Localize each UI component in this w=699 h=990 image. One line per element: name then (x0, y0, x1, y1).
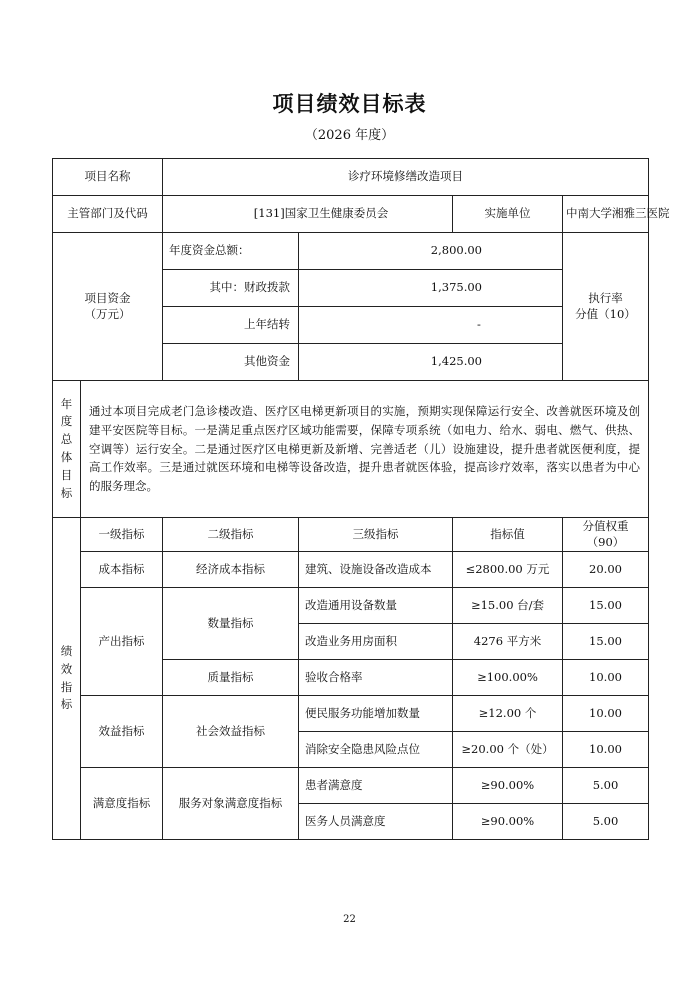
indicator-name: 便民服务功能增加数量 (299, 696, 453, 732)
header-weight (563, 518, 649, 552)
page-subtitle-year: （2026 年度） (304, 128, 395, 143)
cost-level2: 经济成本指标 (163, 552, 299, 588)
indicator-weight: 10.00 (563, 732, 649, 768)
header-level1: 一级指标 (81, 518, 163, 552)
funds-row-label: 上年结转 (163, 307, 299, 344)
indicator-value: ≥12.00 个 (453, 696, 563, 732)
header-weight-line1: 分值权重 (582, 518, 629, 533)
indicator-weight: 15.00 (563, 624, 649, 660)
indicator-value: 4276 平方米 (453, 624, 563, 660)
annual-goal-label (53, 381, 81, 518)
indicator-name: 验收合格率 (299, 660, 453, 696)
indicator-name: 建筑、设施设备改造成本 (299, 552, 453, 588)
funds-row-value: 1,375.00 (299, 270, 563, 307)
indicator-weight: 5.00 (563, 768, 649, 804)
output-quality-label: 质量指标 (163, 660, 299, 696)
funds-row-label: 年度资金总额： (163, 233, 299, 270)
indicator-value: ≥90.00% (453, 768, 563, 804)
header-value: 指标值 (453, 518, 563, 552)
funds-row-value: - (299, 307, 563, 344)
indicator-value: ≥100.00% (453, 660, 563, 696)
output-quantity-label: 数量指标 (163, 588, 299, 660)
dept-value: [131]国家卫生健康委员会 (163, 196, 453, 233)
header-level2: 二级指标 (163, 518, 299, 552)
indicator-value: ≥15.00 台/套 (453, 588, 563, 624)
funds-label (53, 233, 163, 381)
indicators-side-label (53, 518, 81, 840)
indicator-name: 改造通用设备数量 (299, 588, 453, 624)
dept-label: 主管部门及代码 (53, 196, 163, 233)
satisfaction-level1: 满意度指标 (81, 768, 163, 840)
indicator-name: 消除安全隐患风险点位 (299, 732, 453, 768)
indicator-value: ≥20.00 个（处） (453, 732, 563, 768)
project-name-value: 诊疗环境修缮改造项目 (163, 159, 649, 196)
funds-row-label: 其中：财政拨款 (163, 270, 299, 307)
benefit-level1: 效益指标 (81, 696, 163, 768)
indicator-weight: 10.00 (563, 696, 649, 732)
output-level1: 产出指标 (81, 588, 163, 696)
indicator-name: 患者满意度 (299, 768, 453, 804)
annual-goal-text: 通过本项目完成老门急诊楼改造、医疗区电梯更新项目的实施，预期实现保障运行安全、改善就医环境及创建平安医院等目标。一是满足重点医疗区域功能需要，保障专项系统（如电力、给水、弱电、燃气、供热、空调等）运行安全。二是通过医疗区电梯更新及新增、完善适老（儿）设施建设，提升患者就医便利度，提高工作效率。三是通过就医环境和电梯等设备改造，提升患者就医体验，提高诊疗效率，落实以患者为中心的服务理念。 (81, 381, 649, 518)
indicator-value: ≤2800.00 万元 (453, 552, 563, 588)
unit-label: 实施单位 (453, 196, 563, 233)
exec-rate-line2: 分值（10） (575, 306, 636, 321)
indicator-weight: 15.00 (563, 588, 649, 624)
funds-row-value: 1,425.00 (299, 344, 563, 381)
indicator-name: 改造业务用房面积 (299, 624, 453, 660)
header-level3: 三级指标 (299, 518, 453, 552)
indicator-weight: 5.00 (563, 804, 649, 840)
page-number: 22 (343, 914, 356, 925)
page-title: 项目绩效目标表 (272, 92, 427, 116)
funds-label-line2: （万元） (84, 306, 131, 321)
benefit-level2: 社会效益指标 (163, 696, 299, 768)
project-name-label: 项目名称 (53, 159, 163, 196)
funds-label-line1: 项目资金 (84, 290, 131, 305)
performance-target-table (52, 158, 670, 840)
indicators-side-label-text: 绩效指标 (60, 643, 73, 712)
indicator-weight: 20.00 (563, 552, 649, 588)
exec-rate-line1: 执行率 (588, 290, 623, 305)
cost-level1: 成本指标 (81, 552, 163, 588)
annual-goal-label-text: 年度总体目标 (60, 396, 73, 500)
funds-row-label: 其他资金 (163, 344, 299, 381)
unit-value: 中南大学湘雅三医院 (563, 196, 649, 233)
exec-rate-label (563, 233, 649, 381)
indicator-name: 医务人员满意度 (299, 804, 453, 840)
header-weight-line2: （90） (586, 534, 625, 549)
satisfaction-level2: 服务对象满意度指标 (163, 768, 299, 840)
indicator-weight: 10.00 (563, 660, 649, 696)
indicator-value: ≥90.00% (453, 804, 563, 840)
funds-row-value: 2,800.00 (299, 233, 563, 270)
